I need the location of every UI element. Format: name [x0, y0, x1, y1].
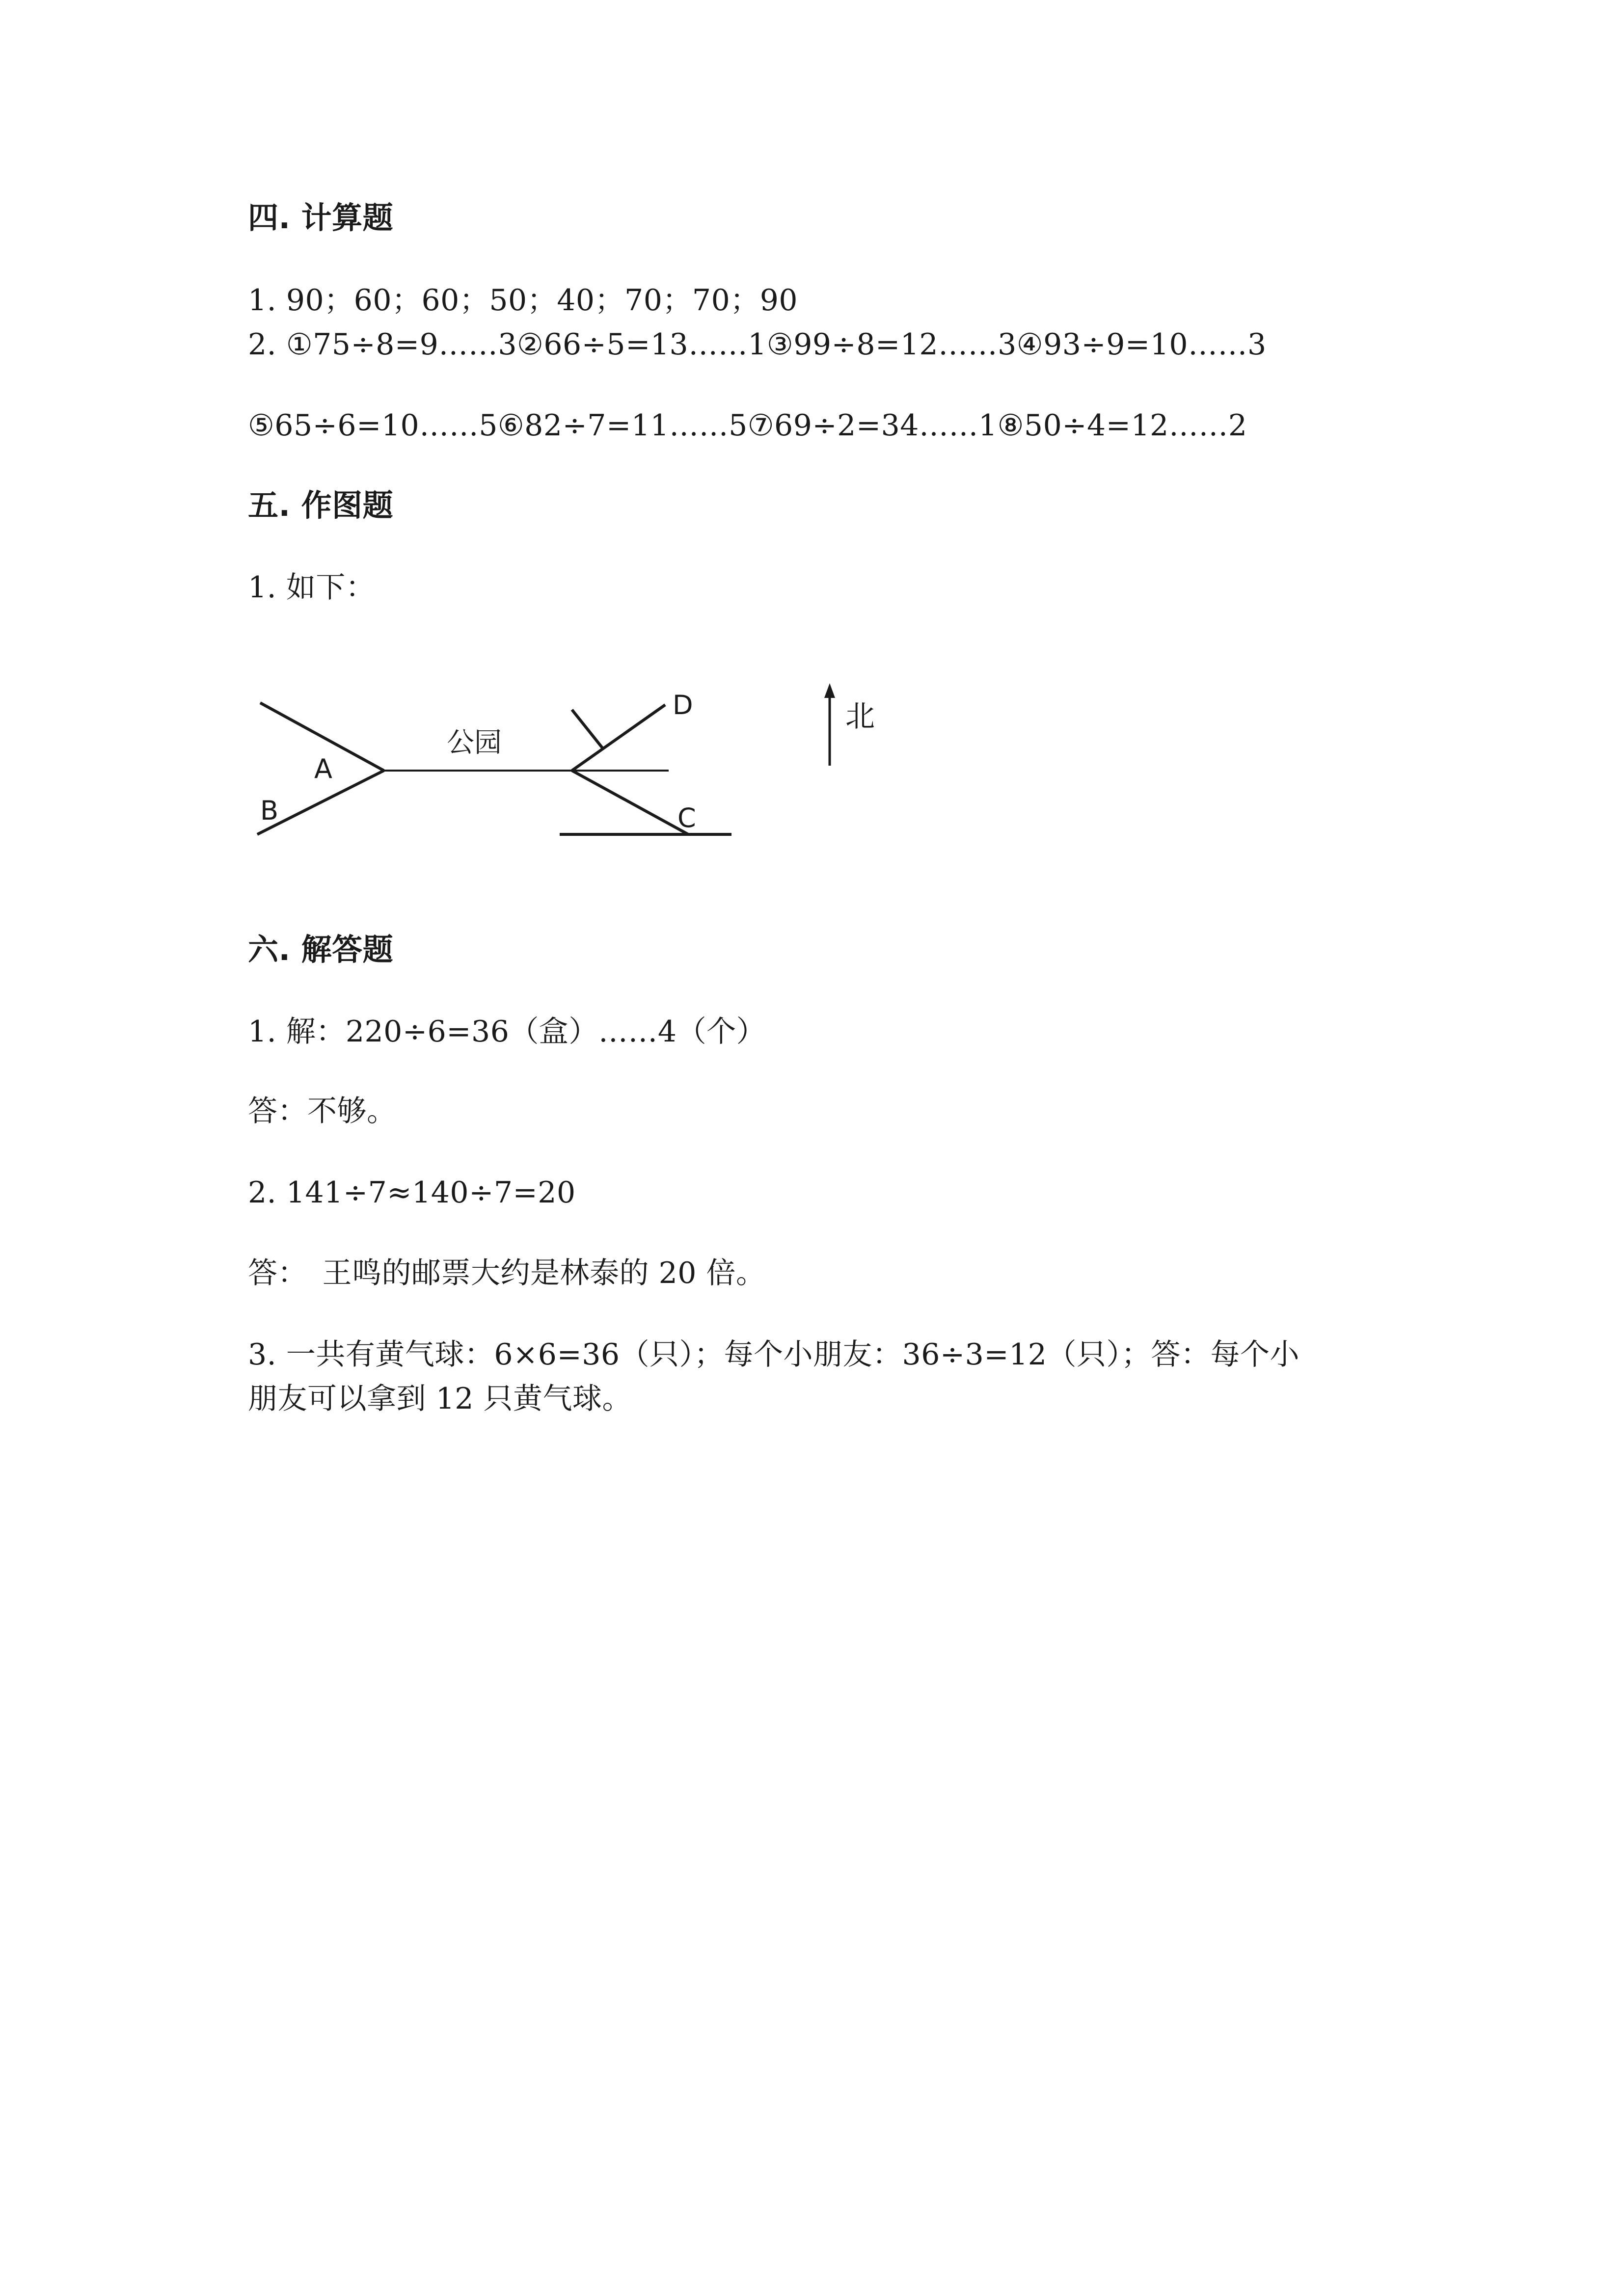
north-arrow-head	[824, 683, 835, 698]
answer-3-line-1: 3. 一共有黄气球：6×6=36（只）；每个小朋友：36÷3=12（只）；答：每个小	[248, 1337, 1299, 1372]
route-line-to-c	[572, 771, 688, 834]
answer-3-line-2: 朋友可以拿到 12 只黄气球。	[248, 1382, 632, 1416]
calc-answer-1: 1. 90；60；60；50；40；70；70；90	[248, 283, 798, 318]
route-tick-line	[572, 710, 603, 748]
route-line-to-d	[572, 705, 665, 771]
drawing-answer-1: 1. 如下：	[248, 570, 376, 605]
calc-answer-2-line-2: ⑤65÷6=10……5⑥82÷7=11……5⑦69÷2=34……1⑧50÷4=12……2	[248, 408, 1247, 443]
section-heading-calculation: 四. 计算题	[248, 200, 394, 236]
label-b: B	[260, 795, 279, 826]
label-north: 北	[845, 699, 875, 734]
label-c: C	[677, 802, 696, 833]
answer-1-conclusion: 答：不够。	[248, 1094, 397, 1128]
route-diagram	[245, 677, 913, 844]
answer-1-solution: 1. 解：220÷6=36（盒）……4（个）	[248, 1015, 766, 1049]
answer-2-solution: 2. 141÷7≈140÷7=20	[248, 1175, 576, 1210]
label-park: 公园	[447, 727, 502, 759]
label-a: A	[314, 753, 332, 784]
section-heading-drawing: 五. 作图题	[248, 487, 394, 523]
label-d: D	[673, 690, 693, 721]
answer-2-conclusion: 答： 王鸣的邮票大约是林泰的 20 倍。	[248, 1256, 766, 1290]
calc-answer-2-line-1: 2. ①75÷8=9……3②66÷5=13……1③99÷8=12……3④93÷9=10……3	[248, 327, 1267, 362]
section-heading-answers: 六. 解答题	[248, 932, 394, 967]
